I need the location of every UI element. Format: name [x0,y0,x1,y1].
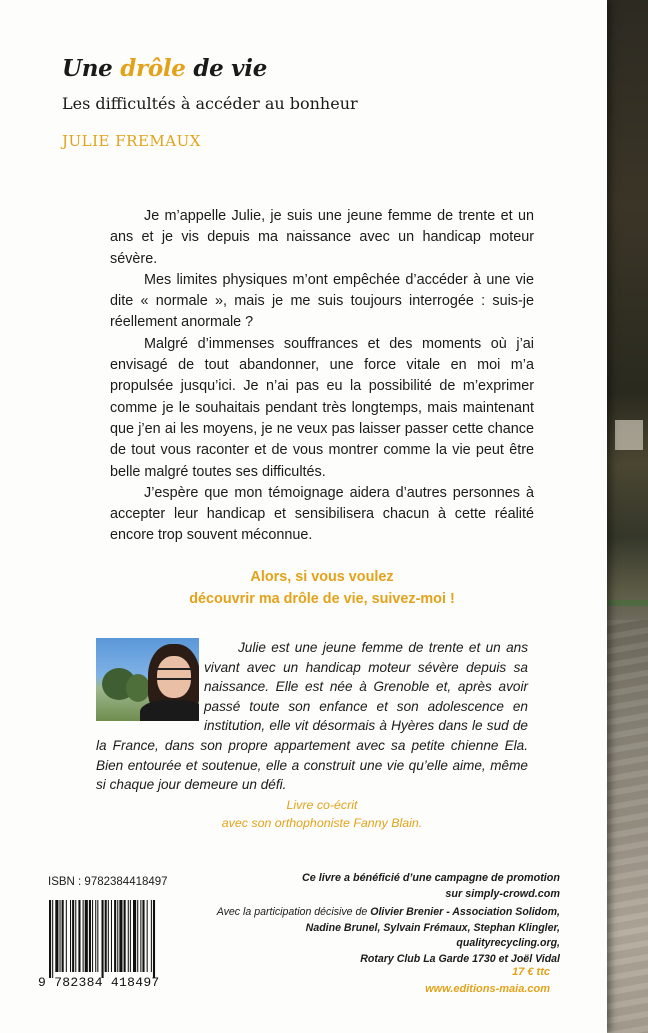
acknowledgements [200,905,560,967]
barcode-bar [124,900,126,972]
barcode-bar [128,900,129,972]
title-part1: Une [62,55,121,82]
barcode-bar [75,900,76,972]
barcode-bar [70,900,71,972]
barcode-bar [52,900,53,978]
blurb-paragraph: Malgré d’immenses souffrances et des moments où j’ai envisagé de tout abandonner, une force vitale en moi m’a propulsée jusqu’ici. Je n’ai pas eu la possibilité de m’exprimer comme je le souhaitais pendant très longtemps, mais maintenant que j’en ai les moyens, je ne veux pas laisser passer cette chance de tout vous raconter et de vous montrer comme la vie peut être belle malgré toutes ses difficultés. [110,335,534,480]
barcode-bar [92,900,93,972]
title-accent: drôle [120,55,186,82]
co-author-credit [110,796,534,832]
thanks-line: Nadine Brunel, Sylvain Frémaux, Stephan Klingler, qualityrecycling.org, [305,921,560,949]
credit-line: avec son orthophoniste Fanny Blain. [221,816,423,830]
photo-riverbank [607,600,648,606]
isbn-label: ISBN : 9782384418497 [48,876,168,888]
barcode-bar [130,900,131,972]
book-subtitle: Les difficultés à accéder au bonheur [62,94,358,113]
barcode-bar [137,900,138,972]
book-title [62,55,267,82]
cta-line: Alors, si vous voulez [250,569,394,585]
barcode-bar [49,900,51,978]
barcode-bar [85,900,88,972]
cta-line: découvrir ma drôle de vie, suivez-moi ! [189,591,455,607]
barcode-bar [95,900,96,972]
barcode-bar [140,900,141,972]
barcode-bar [66,900,67,972]
barcode-bar [105,900,107,972]
barcode-number: 9 782384 418497 [38,975,160,990]
bio-text: Julie est une jeune femme de trente et un ans vivant avec un handicap moteur sévère depuis sa naissance. Elle est née à Grenoble et, après avoir passé toute son enfance et son adolescence en institution, elle vit désormais à Hyères dans le sud de la France, dans son propre appartement avec sa petite chienne Ela. Bien entourée et soutenue, elle a construit une vie qu’elle aime, même si chaque jour demeure un défi. [96,640,528,793]
barcode-bar [62,900,64,972]
barcode-bar [153,900,155,978]
barcode-bar [83,900,84,972]
title-part2: de vie [185,55,268,82]
author-name: JULIE FREMAUX [62,132,201,150]
bio-photo-spacer [96,638,204,724]
barcode-bar [117,900,118,972]
thanks-line [200,905,560,921]
blurb-paragraph: Mes limites physiques m’ont empêchée d’accéder à une vie dite « normale », mais je me suis toujours interrogée : suis-je réellement anormale ? [110,271,534,331]
blurb [110,206,534,547]
barcode-bar [97,900,98,972]
barcode-bar [89,900,91,972]
publisher-website[interactable]: www.editions-maia.com [425,983,550,995]
barcode-bar [133,900,136,972]
blurb-paragraph: Je m’appelle Julie, je suis une jeune femme de trente et un ans et je vis depuis ma naissance avec un handicap moteur sévère. [110,208,534,267]
thanks-bold: Olivier Brenier - Association Solidom, [370,906,560,918]
barcode-bar [102,900,104,978]
barcode [43,896,193,984]
barcode-bar [78,900,80,972]
thanks-line: Rotary Club La Garde 1730 et Joël Vidal [360,952,560,965]
barcode-bar [151,900,152,972]
barcode-bar [142,900,144,972]
promotion-note [200,870,560,902]
photo-building [615,420,643,450]
call-to-action [110,566,534,610]
barcode-bar [114,900,116,972]
barcode-bar [119,900,122,972]
barcode-bar [147,900,148,972]
promo-line: sur simply-crowd.com [445,888,560,900]
barcode-bar [60,900,61,972]
barcode-bar [111,900,112,972]
barcode-bar [108,900,109,972]
barcode-bar [55,900,58,972]
photo-river [607,620,648,1033]
barcode-bar [72,900,74,972]
author-bio [96,638,528,795]
background-photo [607,0,648,1033]
thanks-prefix: Avec la participation décisive de [216,906,371,918]
promo-line: Ce livre a bénéficié d’une campagne de promotion [302,872,560,884]
price: 17 € ttc [512,966,550,978]
blurb-paragraph: J’espère que mon témoignage aidera d’autres personnes à accepter leur handicap et sensibilisera chacun à cette réalité encore trop souvent méconnue. [110,484,534,544]
credit-line: Livre co-écrit [286,798,358,812]
